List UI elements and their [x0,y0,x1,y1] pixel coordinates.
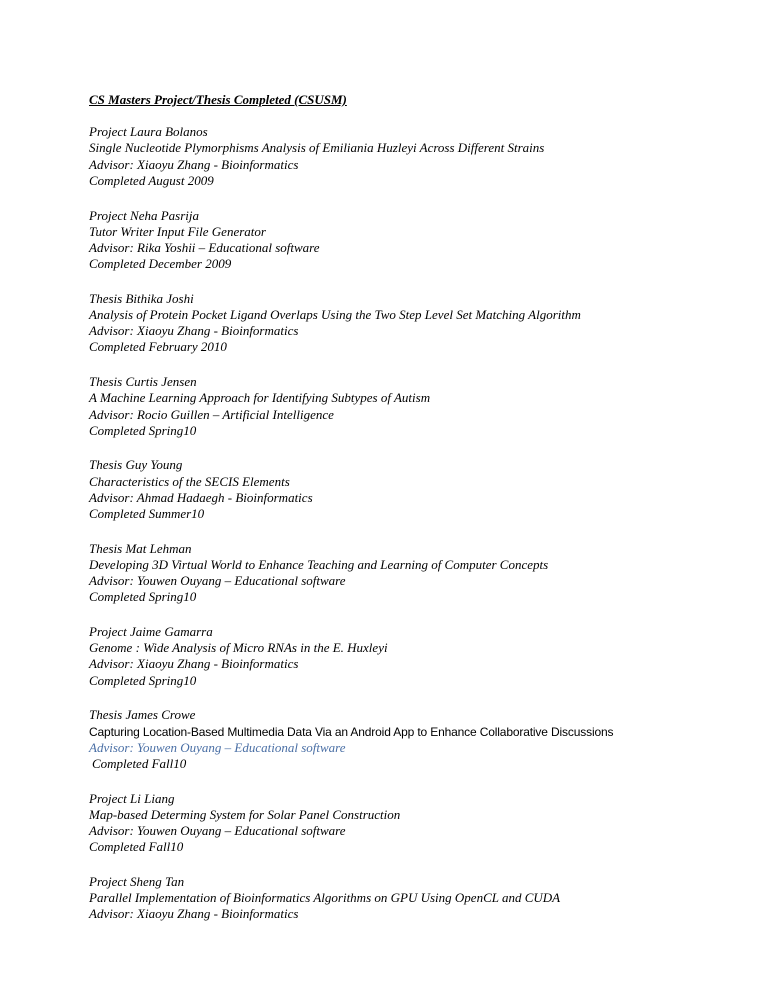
entry-completed: Completed December 2009 [89,256,232,272]
entry-completed: Completed August 2009 [89,172,214,188]
entry-title: A Machine Learning Approach for Identifying Subtypes of Autism [89,390,431,406]
entry-completed: Completed February 2010 [89,339,227,355]
list-item [89,457,729,522]
entry-type-author: Thesis Guy Young [89,457,183,473]
list-item [89,374,729,439]
entry-title: Tutor Writer Input File Generator [89,223,266,239]
entry-title: Single Nucleotide Plymorphisms Analysis of Emiliania Huzleyi Across Different Strains [89,140,545,156]
entry-title: Analysis of Protein Pocket Ligand Overlaps Using the Two Step Level Set Matching Algorithm [89,307,581,323]
entry-completed: Completed Fall10 [92,756,187,771]
entry-type-author: Thesis Mat Lehman [89,540,192,556]
document-body [89,92,729,941]
entry-advisor: Advisor: Ahmad Hadaegh - Bioinformatics [89,489,313,505]
entry-title: Capturing Location-Based Multimedia Data Via an Android App to Enhance Collaborative Discussions [89,724,614,739]
entry-advisor: Advisor: Rocio Guillen – Artificial Intelligence [89,406,334,422]
entry-advisor: Advisor: Xiaoyu Zhang - Bioinformatics [89,656,299,672]
entry-type-author: Project Jaime Gamarra [89,624,213,640]
entry-completed: Completed Spring10 [89,589,197,605]
entry-advisor: Advisor: Xiaoyu Zhang - Bioinformatics [89,323,299,339]
entry-type-author: Thesis Bithika Joshi [89,290,194,306]
entry-title: Characteristics of the SECIS Elements [89,473,290,489]
list-item [89,291,729,356]
list-item [89,624,729,689]
list-item [89,208,729,273]
entry-advisor: Advisor: Youwen Ouyang – Educational software [89,573,346,589]
list-item [89,874,729,923]
list-item [89,541,729,606]
entry-advisor: Advisor: Rika Yoshii – Educational software [89,239,320,255]
entry-type-author: Project Neha Pasrija [89,207,200,223]
entry-title: Map-based Determing System for Solar Panel Construction [89,806,401,822]
entry-title: Genome : Wide Analysis of Micro RNAs in the E. Huxleyi [89,640,388,656]
entry-completed: Completed Spring10 [89,422,197,438]
entry-completed: Completed Fall10 [89,839,184,855]
entry-type-author: Project Li Liang [89,790,175,806]
entry-type-author: Project Laura Bolanos [89,124,208,140]
entry-title: Parallel Implementation of Bioinformatics Algorithms on GPU Using OpenCL and CUDA [89,890,561,906]
entry-title: Developing 3D Virtual World to Enhance Teaching and Learning of Computer Concepts [89,556,549,572]
entry-advisor: Advisor: Xiaoyu Zhang - Bioinformatics [89,156,299,172]
entry-advisor: Advisor: Youwen Ouyang – Educational software [89,823,346,839]
entry-advisor: Advisor: Youwen Ouyang – Educational software [89,739,346,755]
entry-completed: Completed Spring10 [89,672,197,688]
entry-advisor: Advisor: Xiaoyu Zhang - Bioinformatics [89,906,299,922]
page-title: CS Masters Project/Thesis Completed (CSUSM) [89,92,347,107]
list-item [89,124,729,189]
entry-type-author: Thesis James Crowe [89,707,196,723]
entry-type-author: Project Sheng Tan [89,874,185,890]
list-item [89,707,729,772]
entry-completed: Completed Summer10 [89,506,205,522]
entry-type-author: Thesis Curtis Jensen [89,374,197,390]
list-item [89,791,729,856]
